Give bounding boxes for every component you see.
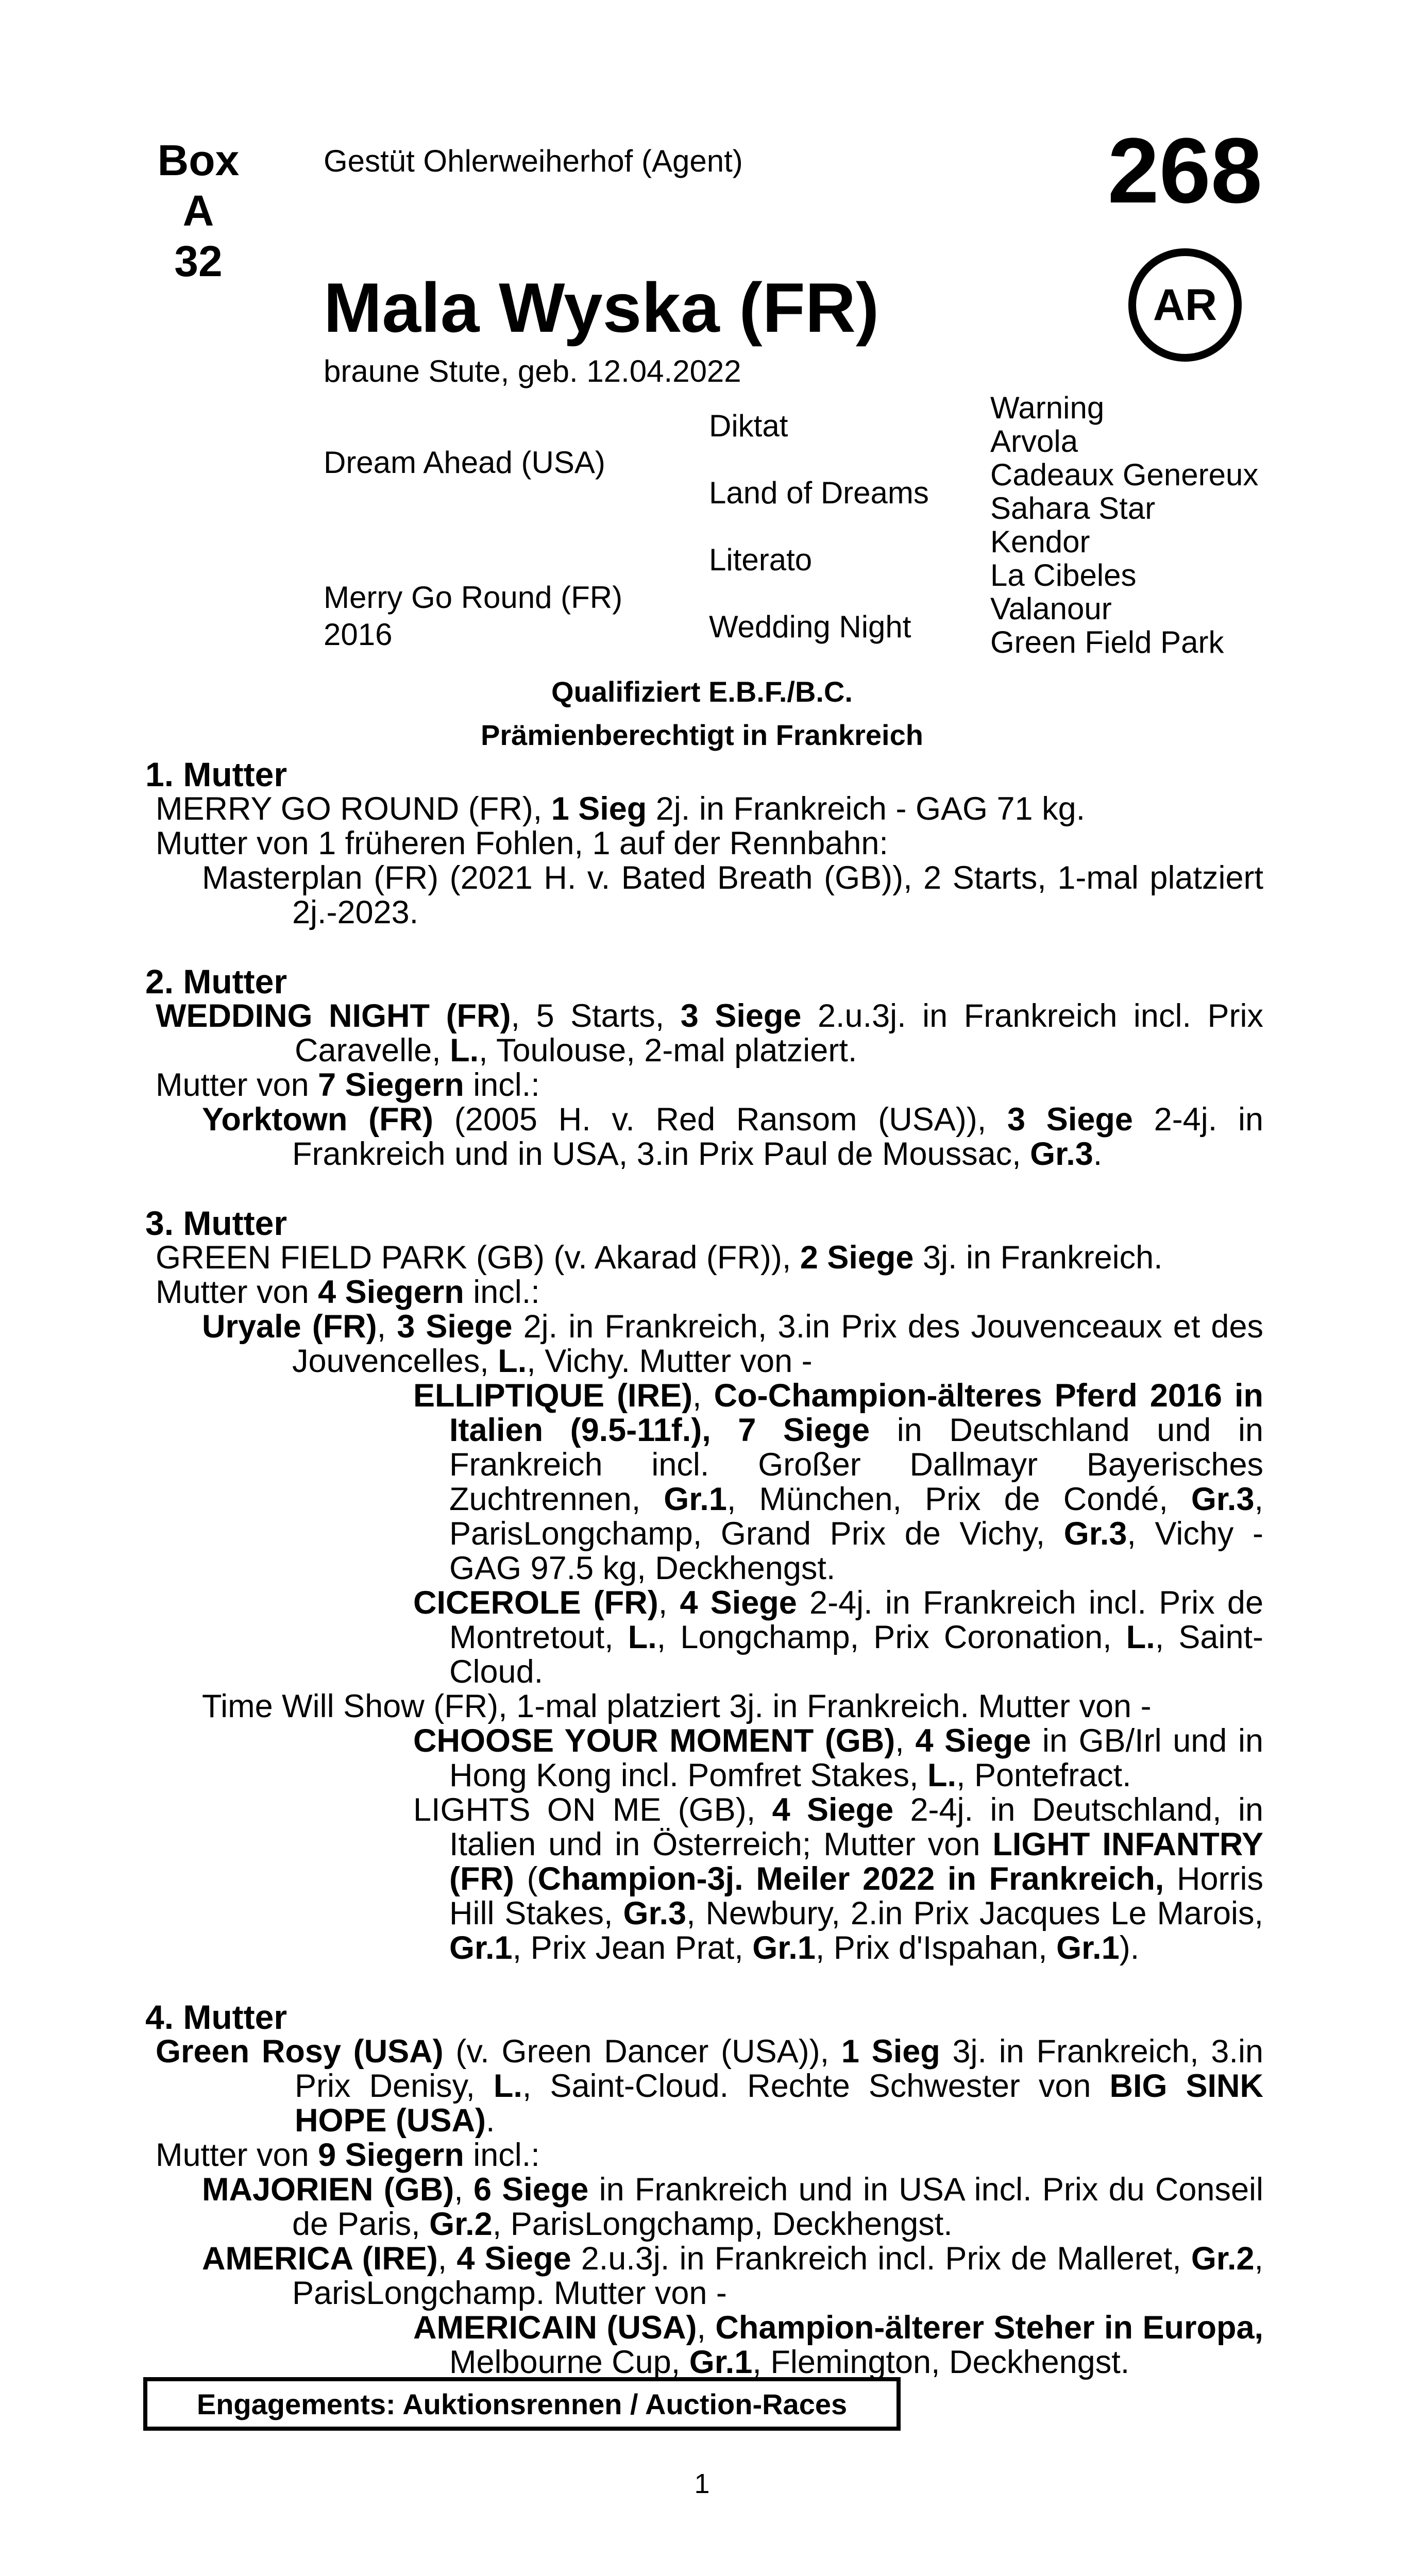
section-3-elliptique: ELLIPTIQUE (IRE), Co-Champion-älteres Pferd 2016 in Italien (9.5-11f.), 7 Siege in Deutschland und in Frankreich incl. Großer Dallmayr Bayerisches Zuchtrennen, Gr.1, München, Prix de Condé, Gr.3, ParisLongchamp, Grand Prix de Vichy, Gr.3, Vichy - GAG 97.5 kg, Deckhengst. bbox=[413, 1378, 1264, 1586]
section-4-majorien: MAJORIEN (GB), 6 Siege in Frankreich und in USA incl. Prix du Conseil de Paris, Gr.2, ParisLongchamp, Deckhengst. bbox=[202, 2172, 1264, 2242]
section-4-produce: Mutter von 9 Siegern incl.: bbox=[156, 2137, 540, 2173]
box-label: Box bbox=[157, 136, 240, 184]
section-3-produce: Mutter von 4 Siegern incl.: bbox=[156, 1274, 540, 1310]
page-number: 1 bbox=[694, 2468, 710, 2499]
section-2-dam: WEDDING NIGHT (FR), 5 Starts, 3 Siege 2.u.3j. in Frankreich incl. Prix Caravelle, L., Toulouse, 2-mal platziert. bbox=[156, 998, 1263, 1069]
section-2-foal: Yorktown (FR) (2005 H. v. Red Ransom (USA)), 3 Siege 2-4j. in Frankreich und in USA, 3.in Prix Paul de Moussac, Gr.3. bbox=[202, 1101, 1264, 1172]
engagements-box: Engagements: Auktionsrennen / Auction-Races bbox=[143, 2377, 901, 2431]
pedigree-gen2-2: Land of Dreams bbox=[709, 476, 929, 510]
box-label-block bbox=[155, 135, 242, 286]
qualification-premium: Prämienberechtigt in Frankreich bbox=[481, 719, 923, 751]
pedigree-gen3-7: Valanour bbox=[990, 591, 1112, 626]
section-3-cicerole: CICEROLE (FR), 4 Siege 2-4j. in Frankreich incl. Prix de Montretout, L., Longchamp, Prix Coronation, L., Saint-Cloud. bbox=[413, 1585, 1264, 1690]
box-number: A 32 bbox=[174, 187, 223, 285]
section-1-produce: Mutter von 1 früheren Fohlen, 1 auf der Rennbahn: bbox=[156, 825, 888, 861]
pedigree-gen2-3: Literato bbox=[709, 543, 813, 577]
section-2-title: 2. Mutter bbox=[145, 962, 287, 1001]
pedigree-gen3-2: Arvola bbox=[990, 424, 1078, 459]
section-3-choose-your-moment: CHOOSE YOUR MOMENT (GB), 4 Siege in GB/Irl und in Hong Kong incl. Pomfret Stakes, L., Pontefract. bbox=[413, 1723, 1264, 1793]
lot-number: 268 bbox=[1107, 119, 1262, 223]
section-3-dam: GREEN FIELD PARK (GB) (v. Akarad (FR)), 2 Siege 3j. in Frankreich. bbox=[156, 1240, 1163, 1276]
section-4-america: AMERICA (IRE), 4 Siege 2.u.3j. in Frankreich incl. Prix de Malleret, Gr.2, ParisLongchamp. Mutter von - bbox=[202, 2241, 1264, 2311]
pedigree-gen3-3: Cadeaux Genereux bbox=[990, 457, 1259, 492]
section-1-title: 1. Mutter bbox=[145, 755, 287, 793]
pedigree-gen3-6: La Cibeles bbox=[990, 558, 1137, 592]
section-3-time-will-show: Time Will Show (FR), 1-mal platziert 3j. in Frankreich. Mutter von - bbox=[202, 1688, 1152, 1724]
section-1-foal: Masterplan (FR) (2021 H. v. Bated Breath (GB)), 2 Starts, 1-mal platziert 2j.-2023. bbox=[202, 860, 1263, 930]
section-2-produce: Mutter von 7 Siegern incl.: bbox=[156, 1067, 540, 1103]
pedigree-gen2-4: Wedding Night bbox=[709, 609, 911, 644]
section-4-title: 4. Mutter bbox=[145, 1998, 287, 2036]
pedigree-sire: Dream Ahead (USA) bbox=[324, 445, 605, 480]
section-3-lights-on-me: LIGHTS ON ME (GB), 4 Siege 2-4j. in Deutschland, in Italien und in Österreich; Mutter von LIGHT INFANTRY (FR) (Champion-3j. Meiler 2022 in Frankreich, Horris Hill Stakes, Gr.3, Newbury, 2.in Prix Jacques Le Marois, Gr.1, Prix Jean Prat, Gr.1, Prix d'Ispahan, Gr.1). bbox=[413, 1792, 1264, 1966]
pedigree-dam: Merry Go Round (FR) bbox=[324, 580, 623, 615]
section-1-dam: MERRY GO ROUND (FR), 1 Sieg 2j. in Frankreich - GAG 71 kg. bbox=[156, 791, 1086, 827]
pedigree-gen3-1: Warning bbox=[990, 391, 1105, 425]
section-3-uryale: Uryale (FR), 3 Siege 2j. in Frankreich, 3.in Prix des Jouvenceaux et des Jouvencelles, L., Vichy. Mutter von - bbox=[202, 1309, 1264, 1379]
qualification-ebf: Qualifiziert E.B.F./B.C. bbox=[551, 675, 853, 708]
horse-name: Mala Wyska (FR) bbox=[324, 268, 879, 347]
ar-badge: AR bbox=[1128, 248, 1242, 362]
seller: Gestüt Ohlerweiherhof (Agent) bbox=[324, 144, 743, 178]
section-3-title: 3. Mutter bbox=[145, 1204, 287, 1242]
pedigree-gen3-5: Kendor bbox=[990, 524, 1090, 559]
section-4-dam: Green Rosy (USA) (v. Green Dancer (USA)), 1 Sieg 3j. in Frankreich, 3.in Prix Denisy, L., Saint-Cloud. Rechte Schwester von BIG SINK HOPE (USA). bbox=[156, 2033, 1263, 2139]
pedigree-gen2-1: Diktat bbox=[709, 409, 788, 443]
pedigree-gen3-4: Sahara Star bbox=[990, 491, 1156, 526]
horse-description: braune Stute, geb. 12.04.2022 bbox=[324, 354, 741, 388]
family-notes bbox=[145, 757, 1263, 2380]
section-4-americain: AMERICAIN (USA), Champion-älterer Steher in Europa, Melbourne Cup, Gr.1, Flemington, Deckhengst. bbox=[413, 2310, 1264, 2380]
pedigree-gen3-8: Green Field Park bbox=[990, 625, 1224, 659]
pedigree-dam-year: 2016 bbox=[324, 617, 393, 652]
